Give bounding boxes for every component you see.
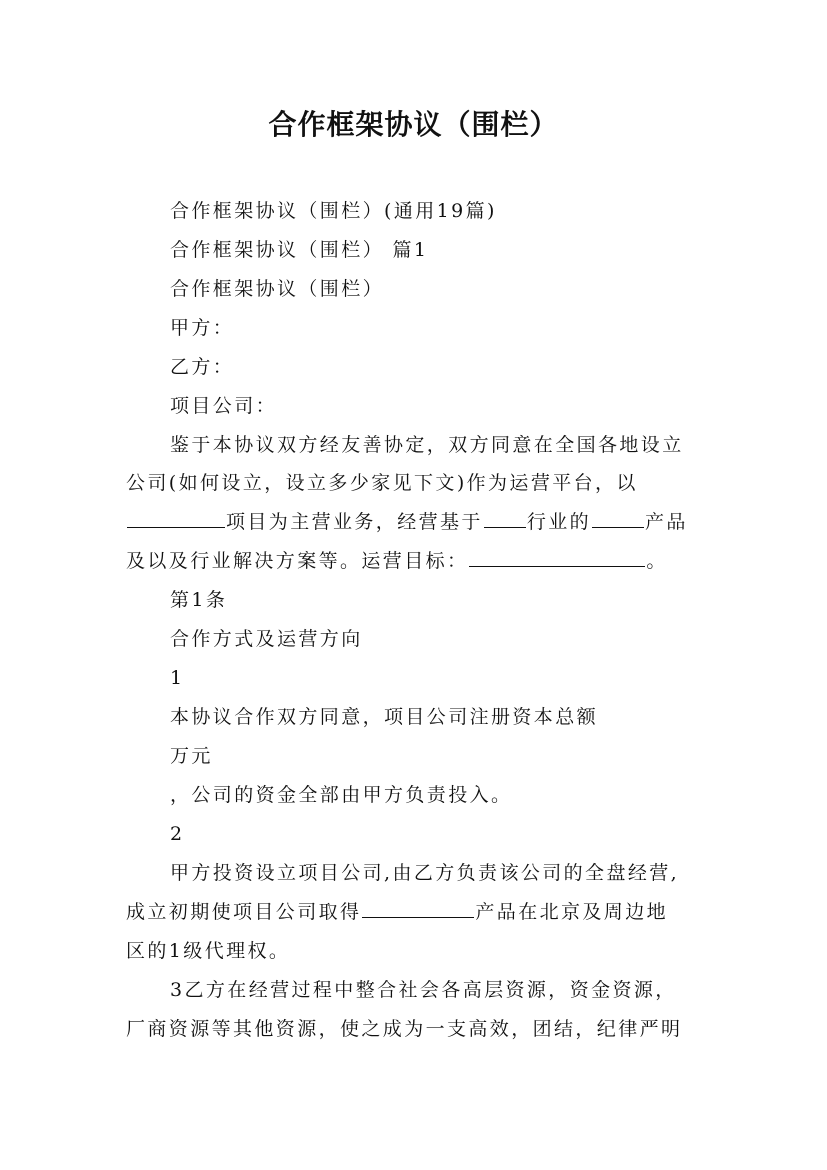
paragraph-line — [126, 548, 668, 574]
paragraph-text: 项目为主营业务，经营基于 — [226, 511, 483, 533]
fill-blank — [469, 548, 645, 567]
section-heading: 合作框架协议（围栏） 篇1 — [170, 239, 429, 261]
agreement-heading: 合作框架协议（围栏） — [170, 278, 385, 300]
paragraph-line: 公司(如何设立，设立多少家见下文)作为运营平台，以 — [126, 472, 638, 494]
article-number: 第1条 — [170, 589, 228, 611]
paragraph-line: 区的1级代理权。 — [126, 940, 291, 962]
paragraph-line — [126, 899, 668, 925]
clause-number: 1 — [170, 667, 185, 689]
paragraph-text: 产品 — [645, 511, 688, 533]
clause-number: 2 — [170, 823, 185, 845]
paragraph-line: 鉴于本协议双方经友善协定，双方同意在全国各地设立 — [170, 434, 684, 456]
paragraph-text: 及以及行业解决方案等。运营目标： — [126, 550, 469, 572]
project-company-label: 项目公司： — [170, 395, 278, 417]
paragraph-line — [126, 509, 688, 535]
fill-blank — [127, 509, 225, 528]
paragraph-text: 成立初期使项目公司取得 — [126, 901, 362, 923]
paragraph-text: 行业的 — [526, 511, 592, 533]
paragraph-line: 3乙方在经营过程中整合社会各高层资源，资金资源， — [170, 979, 677, 1001]
fill-blank — [484, 509, 526, 528]
document-title: 合作框架协议（围栏） — [268, 108, 559, 141]
clause-text: ，公司的资金全部由甲方负责投入。 — [170, 784, 513, 806]
paragraph-text: 。 — [646, 550, 668, 572]
fill-blank — [592, 509, 644, 528]
party-a-label: 甲方： — [170, 317, 235, 339]
paragraph-text: 产品在北京及周边地 — [475, 901, 669, 923]
clause-text: 本协议合作双方同意，项目公司注册资本总额 — [170, 706, 599, 728]
fill-blank — [362, 899, 474, 918]
clause-text: 万元 — [170, 745, 213, 767]
paragraph-line: 甲方投资设立项目公司,由乙方负责该公司的全盘经营, — [170, 862, 680, 884]
paragraph-line: 厂商资源等其他资源，使之成为一支高效，团结，纪律严明 — [126, 1018, 683, 1040]
subtitle-line: 合作框架协议（围栏）(通用19篇) — [170, 200, 497, 222]
article-title: 合作方式及运营方向 — [170, 628, 363, 650]
party-b-label: 乙方： — [170, 356, 235, 378]
